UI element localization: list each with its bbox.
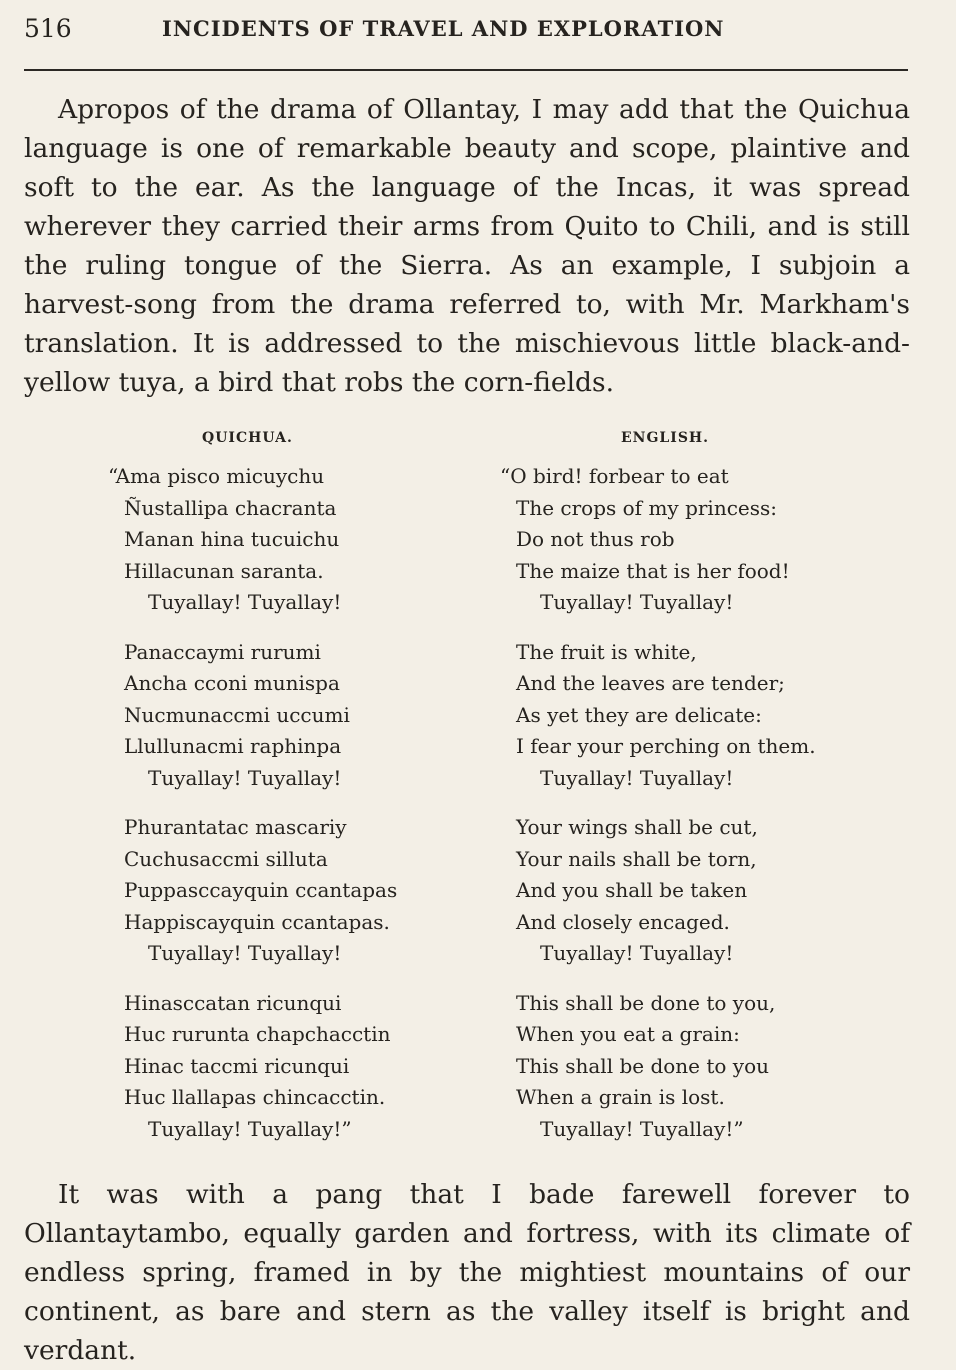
poem-line: Llullunacmi raphinpa — [124, 734, 342, 758]
poem-line: Your wings shall be cut, — [516, 815, 758, 839]
english-column — [500, 461, 920, 1163]
poem-line: And closely encaged. — [516, 909, 730, 934]
poem-refrain: Tuyallay! Tuyallay! — [540, 765, 734, 790]
quichua-stanza — [108, 461, 488, 619]
poem-line: Hinasccatan ricunqui — [124, 990, 342, 1015]
poem-line: This shall be done to you, — [516, 990, 776, 1015]
page-number: 516 — [24, 14, 72, 43]
english-stanza — [500, 988, 920, 1146]
poem-line: Hillacunan saranta. — [124, 558, 324, 583]
poem-line: The fruit is white, — [516, 639, 697, 664]
poem-line: The crops of my princess: — [516, 495, 778, 520]
closing-paragraph: It was with a pang that I bade farewell forever to Ollantaytambo, equally garden and fortress, with its climate of endless spring, framed in by the mightiest mountains of our continent, as bare and stern as the valley itself is bright and verdant. — [24, 1179, 910, 1366]
poem-refrain: Tuyallay! Tuyallay! — [540, 941, 734, 965]
poem-refrain: Tuyallay! Tuyallay! — [148, 590, 342, 614]
poem-line: And the leaves are tender; — [516, 671, 785, 695]
poem-line: Phurantatac mascariy — [124, 815, 347, 839]
poem-line: Ancha cconi munispa — [124, 671, 340, 695]
poem-line: This shall be done to you — [516, 1053, 770, 1078]
poem-line: Huc rurunta chapchacctin — [124, 1022, 391, 1046]
intro-paragraph: Apropos of the drama of Ollantay, I may add that the Quichua language is one of remarkable beauty and scope, plaintive and soft to the ear. As the language of the Incas, it was spread wherever they carried their arms from Quito to Chili, and is still the ruling tongue of the Sierra. As an example, I subjoin a harvest-song from the drama referred to, with Mr. Markham's translation. It is addressed to the mischievous little black-and-yellow tuya, a bird that robs the corn-fields. — [24, 94, 910, 398]
poem-line: “Ama pisco micuychu — [108, 464, 325, 488]
quichua-stanza — [108, 812, 488, 970]
poem-line: “O bird! forbear to eat — [500, 464, 729, 488]
poem-line: The maize that is her food! — [516, 558, 790, 583]
page-header — [24, 14, 908, 46]
poem-line: Do not thus rob — [516, 527, 675, 551]
poem-line: Happiscayquin ccantapas. — [124, 909, 390, 934]
poem-line: When you eat a grain: — [516, 1022, 740, 1046]
poem-line: Puppasccayquin ccantapas — [124, 878, 398, 902]
poem-refrain: Tuyallay! Tuyallay! — [540, 590, 734, 614]
poem-line: And you shall be taken — [516, 878, 748, 902]
quichua-stanza — [108, 637, 488, 795]
poem-line: When a grain is lost. — [516, 1085, 725, 1109]
english-stanza — [500, 812, 920, 970]
english-stanza — [500, 637, 920, 795]
english-heading: ENGLISH. — [621, 430, 710, 446]
poem-refrain: Tuyallay! Tuyallay! — [148, 941, 342, 965]
poem-refrain: Tuyallay! Tuyallay! — [148, 765, 342, 790]
poem-line: Your nails shall be torn, — [516, 846, 757, 871]
poem-refrain: Tuyallay! Tuyallay!” — [540, 1116, 744, 1141]
poem-line: Nucmunaccmi uccumi — [124, 702, 350, 727]
quichua-heading: QUICHUA. — [202, 430, 293, 446]
poem-refrain: Tuyallay! Tuyallay!” — [148, 1116, 352, 1141]
poem-line: Ñustallipa chacranta — [124, 495, 337, 520]
poem-line: I fear your perching on them. — [516, 734, 816, 758]
poem-line: As yet they are delicate: — [516, 702, 762, 727]
poem-line: Panaccaymi rurumi — [124, 639, 321, 664]
poem-line: Cuchusaccmi silluta — [124, 846, 328, 871]
header-rule — [24, 69, 908, 71]
running-title: INCIDENTS OF TRAVEL AND EXPLORATION — [162, 16, 725, 41]
poem-line: Manan hina tucuichu — [124, 527, 340, 551]
poem-line: Huc llallapas chincacctin. — [124, 1085, 386, 1109]
english-stanza — [500, 461, 920, 619]
quichua-column — [108, 461, 488, 1163]
quichua-stanza — [108, 988, 488, 1146]
poem-line: Hinac taccmi ricunqui — [124, 1053, 350, 1078]
